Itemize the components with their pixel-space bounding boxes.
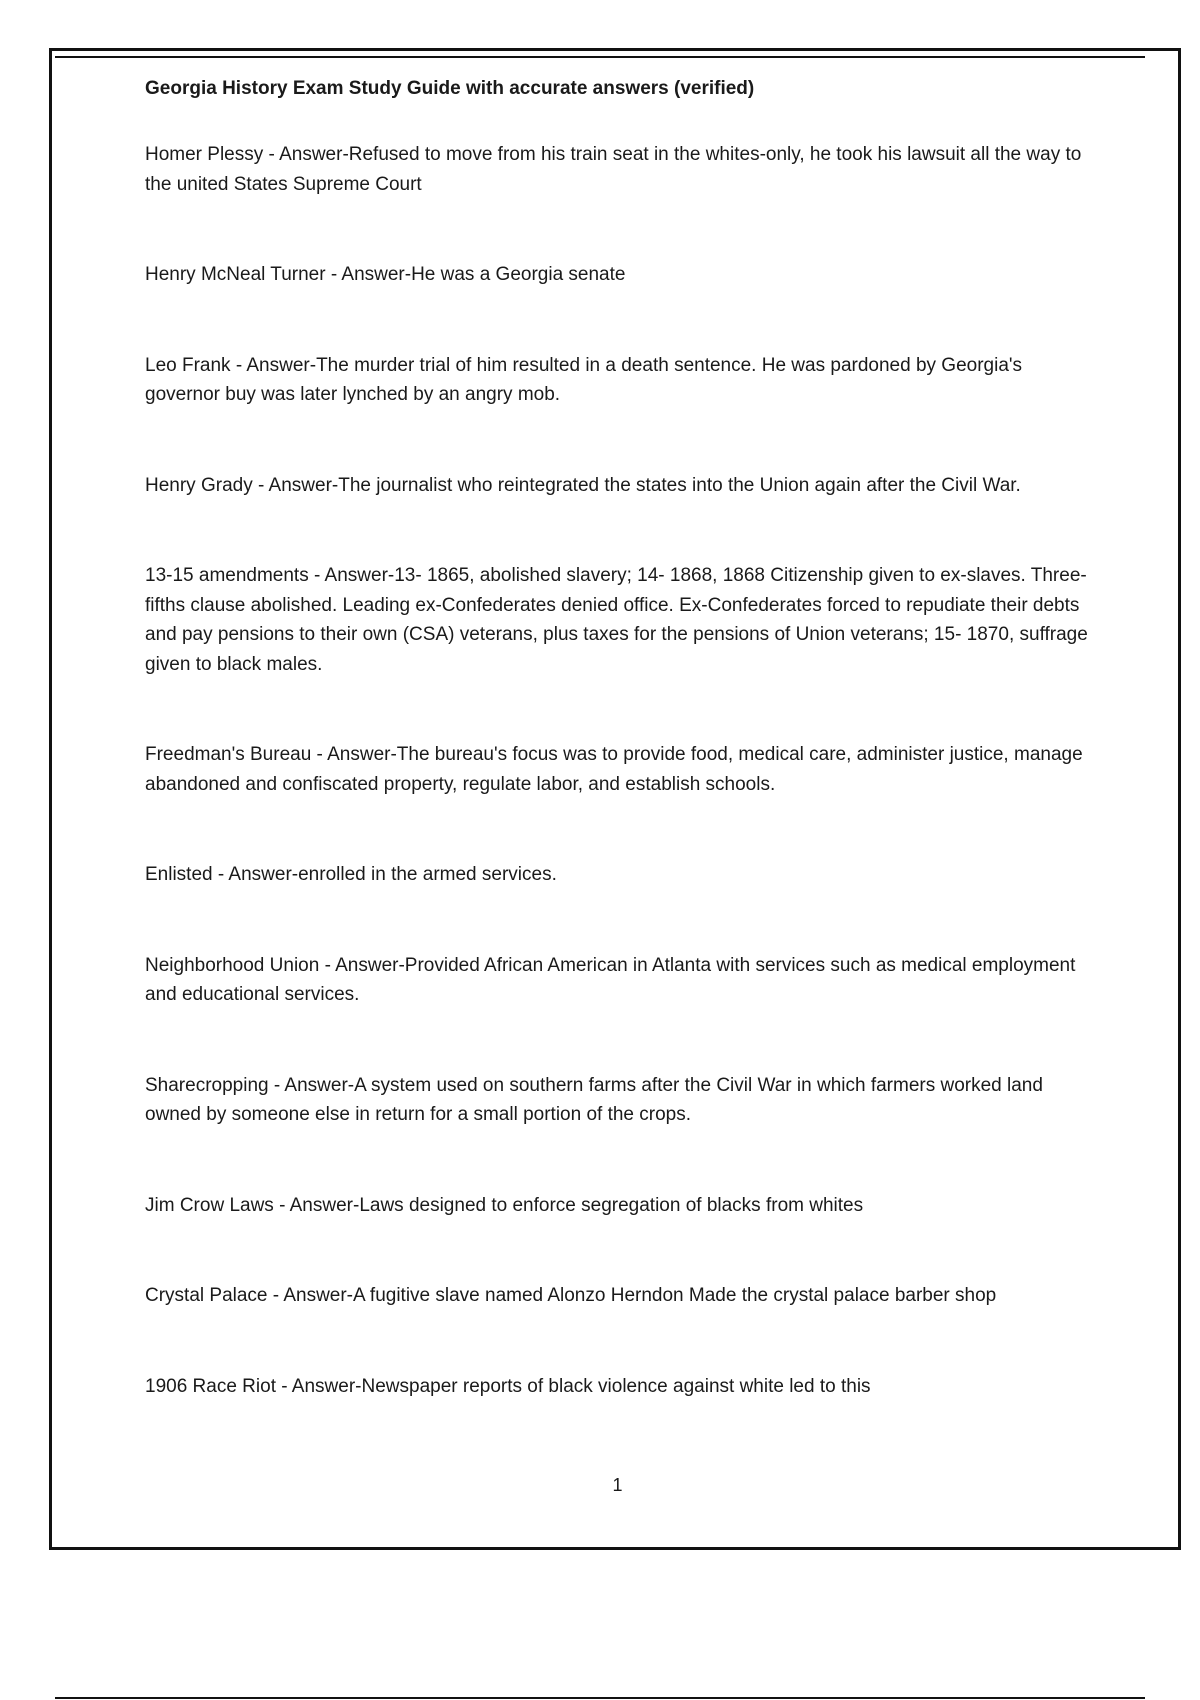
study-entry: 1906 Race Riot - Answer-Newspaper reports of black violence against white led to this [145, 1375, 871, 1397]
study-entry: Jim Crow Laws - Answer-Laws designed to enforce segregation of blacks from whites [145, 1194, 864, 1216]
study-entry: Homer Plessy - Answer-Refused to move from his train seat in the whites-only, he took his lawsuit all the way to the united States Supreme Court [145, 144, 1082, 195]
study-entry: Sharecropping - Answer-A system used on southern farms after the Civil War in which farmers worked land owned by someone else in return for a small portion of the crops. [145, 1074, 1043, 1125]
study-entry: 13-15 amendments - Answer-13- 1865, abolished slavery; 14- 1868, 1868 Citizenship given to ex-slaves. Three-fifths clause abolished. Leading ex-Confederates denied office. Ex-Confederates forced to repudiate their debts and pay pensions to their own (CSA) veterans, plus taxes for the pensions of Union veterans; 15- 1870, suffrage given to black males. [145, 565, 1088, 675]
top-rule [55, 56, 1145, 58]
study-entry: Neighborhood Union - Answer-Provided African American in Atlanta with services such as medical employment and educational services. [145, 954, 1076, 1005]
next-page-top-rule [55, 1697, 1145, 1699]
page-content [145, 70, 1090, 1401]
study-entry: Enlisted - Answer-enrolled in the armed services. [145, 864, 557, 885]
study-entry: Henry McNeal Turner - Answer-He was a Georgia senate [145, 264, 626, 285]
study-entry: Leo Frank - Answer-The murder trial of him resulted in a death sentence. He was pardoned by Georgia's governor buy was later lynched by an angry mob. [145, 354, 1023, 405]
study-entry: Henry Grady - Answer-The journalist who reintegrated the states into the Union again after the Civil War. [145, 474, 1021, 496]
document-title: Georgia History Exam Study Guide with accurate answers (verified) [145, 78, 755, 99]
study-entry: Crystal Palace - Answer-A fugitive slave named Alonzo Herndon Made the crystal palace barber shop [145, 1285, 997, 1306]
page-number: 1 [612, 1475, 623, 1495]
study-entry: Freedman's Bureau - Answer-The bureau's focus was to provide food, medical care, administer justice, manage abandoned and confiscated property, regulate labor, and establish schools. [145, 744, 1083, 795]
